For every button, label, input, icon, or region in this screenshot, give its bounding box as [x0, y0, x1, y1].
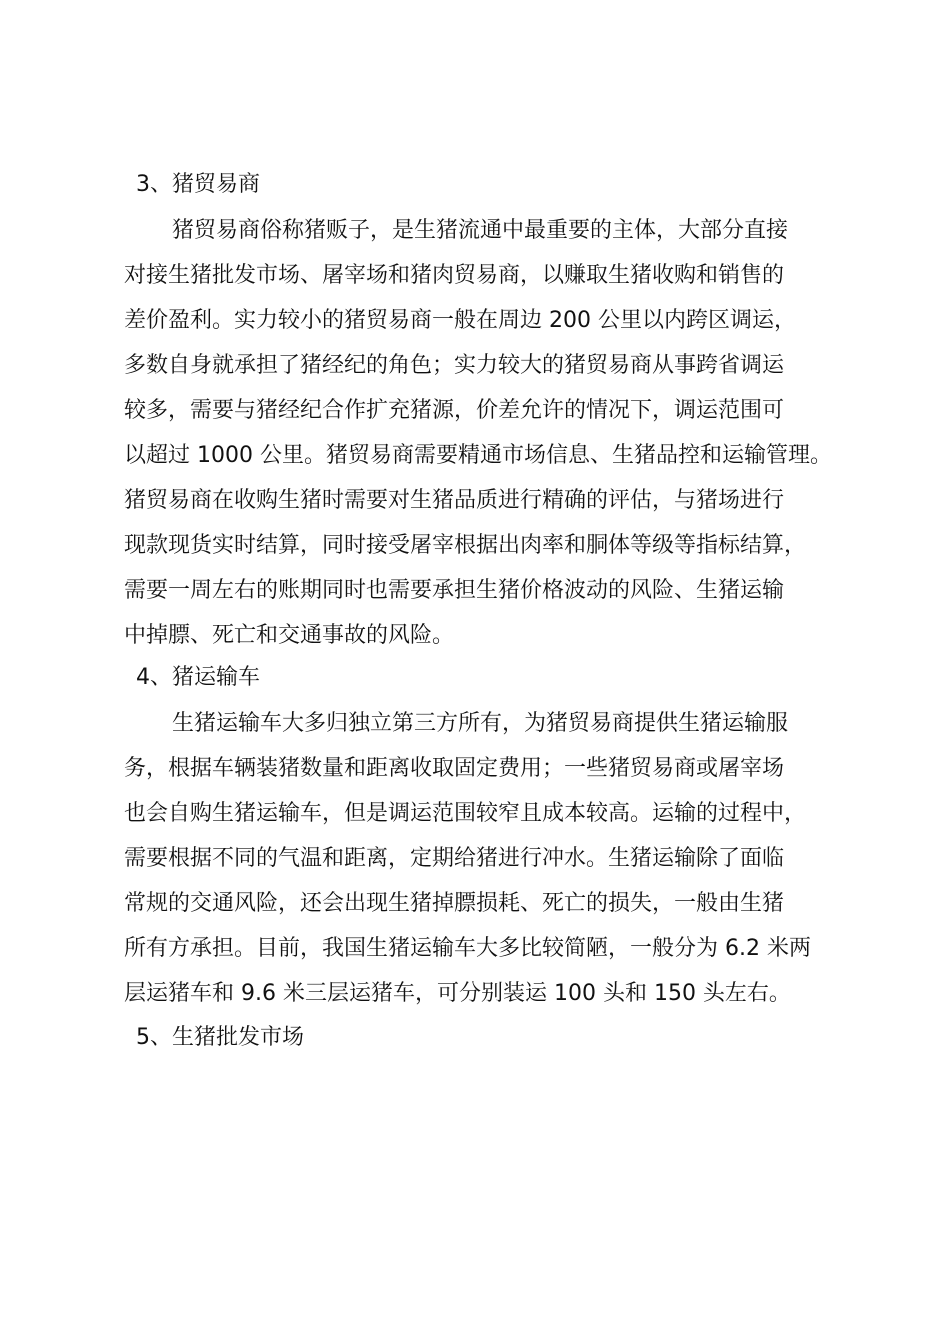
section-4-line-7: 层运猪车和 9.6 米三层运猪车，可分别装运 100 头和 150 头左右。 — [124, 981, 791, 1006]
section-3-line-10: 中掉膘、死亡和交通事故的风险。 — [124, 623, 455, 648]
section-4-line-6: 所有方承担。目前，我国生猪运输车大多比较简陋，一般分为 6.2 米两 — [124, 936, 811, 961]
section-3-line-7: 猪贸易商在收购生猪时需要对生猪品质进行精确的评估，与猪场进行 — [124, 488, 785, 513]
section-3-line-9: 需要一周左右的账期同时也需要承担生猪价格波动的风险、生猪运输 — [124, 578, 785, 603]
section-3-line-6: 以超过 1000 公里。猪贸易商需要精通市场信息、生猪品控和运输管理。 — [124, 443, 832, 468]
section-4-heading: 4、猪运输车 — [136, 665, 260, 690]
section-3-line-2: 对接生猪批发市场、屠宰场和猪肉贸易商，以赚取生猪收购和销售的 — [124, 263, 785, 288]
section-4-line-4: 需要根据不同的气温和距离，定期给猪进行冲水。生猪运输除了面临 — [124, 846, 785, 871]
section-4-line-1: 生猪运输车大多归独立第三方所有，为猪贸易商提供生猪运输服 — [172, 711, 789, 736]
section-3-heading: 3、猪贸易商 — [136, 172, 260, 197]
section-3-line-3: 差价盈利。实力较小的猪贸易商一般在周边 200 公里以内跨区调运， — [124, 308, 796, 333]
section-4-line-5: 常规的交通风险，还会出现生猪掉膘损耗、死亡的损失，一般由生猪 — [124, 891, 785, 916]
section-5-heading: 5、生猪批发市场 — [136, 1025, 304, 1050]
section-4-line-3: 也会自购生猪运输车，但是调运范围较窄且成本较高。运输的过程中， — [124, 801, 807, 826]
section-3-line-1: 猪贸易商俗称猪贩子，是生猪流通中最重要的主体，大部分直接 — [172, 218, 789, 243]
section-4-line-2: 务，根据车辆装猪数量和距离收取固定费用；一些猪贸易商或屠宰场 — [124, 756, 785, 781]
section-3-line-8: 现款现货实时结算，同时接受屠宰根据出肉率和胴体等级等指标结算， — [124, 533, 807, 558]
section-3-line-5: 较多，需要与猪经纪合作扩充猪源，价差允许的情况下，调运范围可 — [124, 398, 785, 423]
section-3-line-4: 多数自身就承担了猪经纪的角色；实力较大的猪贸易商从事跨省调运 — [124, 353, 785, 378]
